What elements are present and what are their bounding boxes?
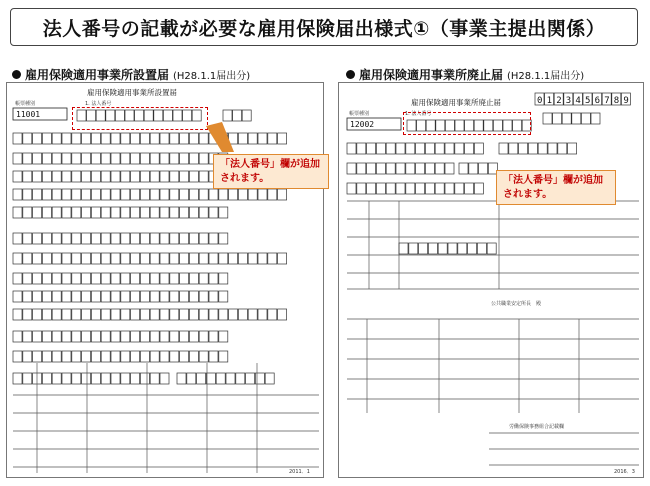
sample-digit: 7 [604,96,610,106]
left-footer-no: 2011．1 [289,469,310,475]
form-cell [406,163,415,174]
form-cell [543,113,552,124]
sample-digit: 5 [585,96,591,106]
form-cell [448,243,457,254]
form-cell [435,183,444,194]
form-cell [367,143,376,154]
form-cell [455,143,464,154]
right-callout-line2: されます。 [503,188,553,200]
form-cell [376,183,385,194]
form-cell [528,143,537,154]
svg-text:帳票種別: 帳票種別 [15,101,36,107]
form-cell [347,163,356,174]
form-cell [465,143,474,154]
form-cell [568,143,577,154]
right-highlight-box [403,112,531,135]
left-callout-arrow [206,122,234,152]
right-form-title: 雇用保険適用事業所廃止届 [411,98,501,107]
form-cell [538,143,547,154]
form-cell [469,163,478,174]
form-cell [386,143,395,154]
form-cell [416,163,425,174]
left-form-title: 雇用保険適用事業所設置届 [87,88,177,97]
form-cell [425,163,434,174]
form-cell [572,113,581,124]
form-cell [409,243,418,254]
right-date: (H28.1.1届出分) [507,71,585,82]
sample-digit: 3 [565,96,572,106]
form-cell [435,143,444,154]
form-cell [367,183,376,194]
right-agent-label: 労働保険事務組合記載欄 [509,424,565,430]
form-cell [445,163,454,174]
form-cell [428,243,437,254]
left-heading-text: 雇用保険適用事業所設置届 [25,68,170,82]
right-heading-text: 雇用保険適用事業所廃止届 [359,68,504,82]
right-callout-line1: 「法人番号」欄が追加 [503,175,603,186]
form-cell [477,243,486,254]
form-cell [558,143,567,154]
form-cell [562,113,571,124]
form-cell [406,183,415,194]
right-form-code: 12002 [350,120,375,129]
form-cell [458,243,467,254]
right-callout [496,170,616,205]
form-cell [474,143,483,154]
form-cell [416,183,425,194]
form-cell [548,143,557,154]
form-cell [509,143,518,154]
page-title: 法人番号の記載が必要な雇用保険届出様式①（事業主提出関係） [42,17,606,40]
form-cell [406,143,415,154]
form-cell [425,183,434,194]
left-callout-line2: されます。 [220,172,270,184]
form-cell [399,243,408,254]
form-cell [386,183,395,194]
form-cell [435,163,444,174]
form-cell [519,143,528,154]
form-cell [445,143,454,154]
form-cell [591,113,600,124]
form-cell [479,163,488,174]
form-cell [438,243,447,254]
left-field-label: 1. 法人番号 [85,101,112,107]
right-footer-no: 2016．3 [614,469,635,475]
form-cell [376,143,385,154]
form-cell [396,183,405,194]
form-cell [459,163,468,174]
sample-digit: 2 [556,96,562,106]
sample-digit: 0 [537,96,543,106]
left-form-code: 11001 [16,110,41,119]
form-cell [357,163,366,174]
form-cell [553,113,562,124]
form-cell [455,183,464,194]
form-cell [357,143,366,154]
bullet-icon [346,70,355,79]
form-cell [465,183,474,194]
form-cell [376,163,385,174]
form-cell [357,183,366,194]
form-cell [386,163,395,174]
form-cell [581,113,590,124]
form-cell [499,143,508,154]
sample-digit: 1 [546,96,553,106]
form-cell [419,243,428,254]
form-cell [396,143,405,154]
sample-digit: 4 [575,96,581,106]
form-cell [445,183,454,194]
sample-digit: 6 [594,96,601,106]
form-cell [416,143,425,154]
right-section-heading [346,66,584,83]
form-cell [474,183,483,194]
form-cell [425,143,434,154]
left-callout-line1: 「法人番号」欄が追加 [220,159,320,170]
form-cell [396,163,405,174]
form-cell [347,143,356,154]
form-cell [468,243,477,254]
sample-digit: 9 [623,96,629,106]
form-cell [367,163,376,174]
svg-text:帳票種別: 帳票種別 [349,111,370,117]
right-field-label: 1. 法人番号 [405,111,432,117]
right-form-image [338,82,644,478]
right-office-label: 公共職業安定所長 殿 [491,301,542,307]
left-date: (H28.1.1届出分) [173,71,251,82]
sample-digit: 8 [613,96,620,106]
form-cell [347,183,356,194]
form-cell [487,243,496,254]
